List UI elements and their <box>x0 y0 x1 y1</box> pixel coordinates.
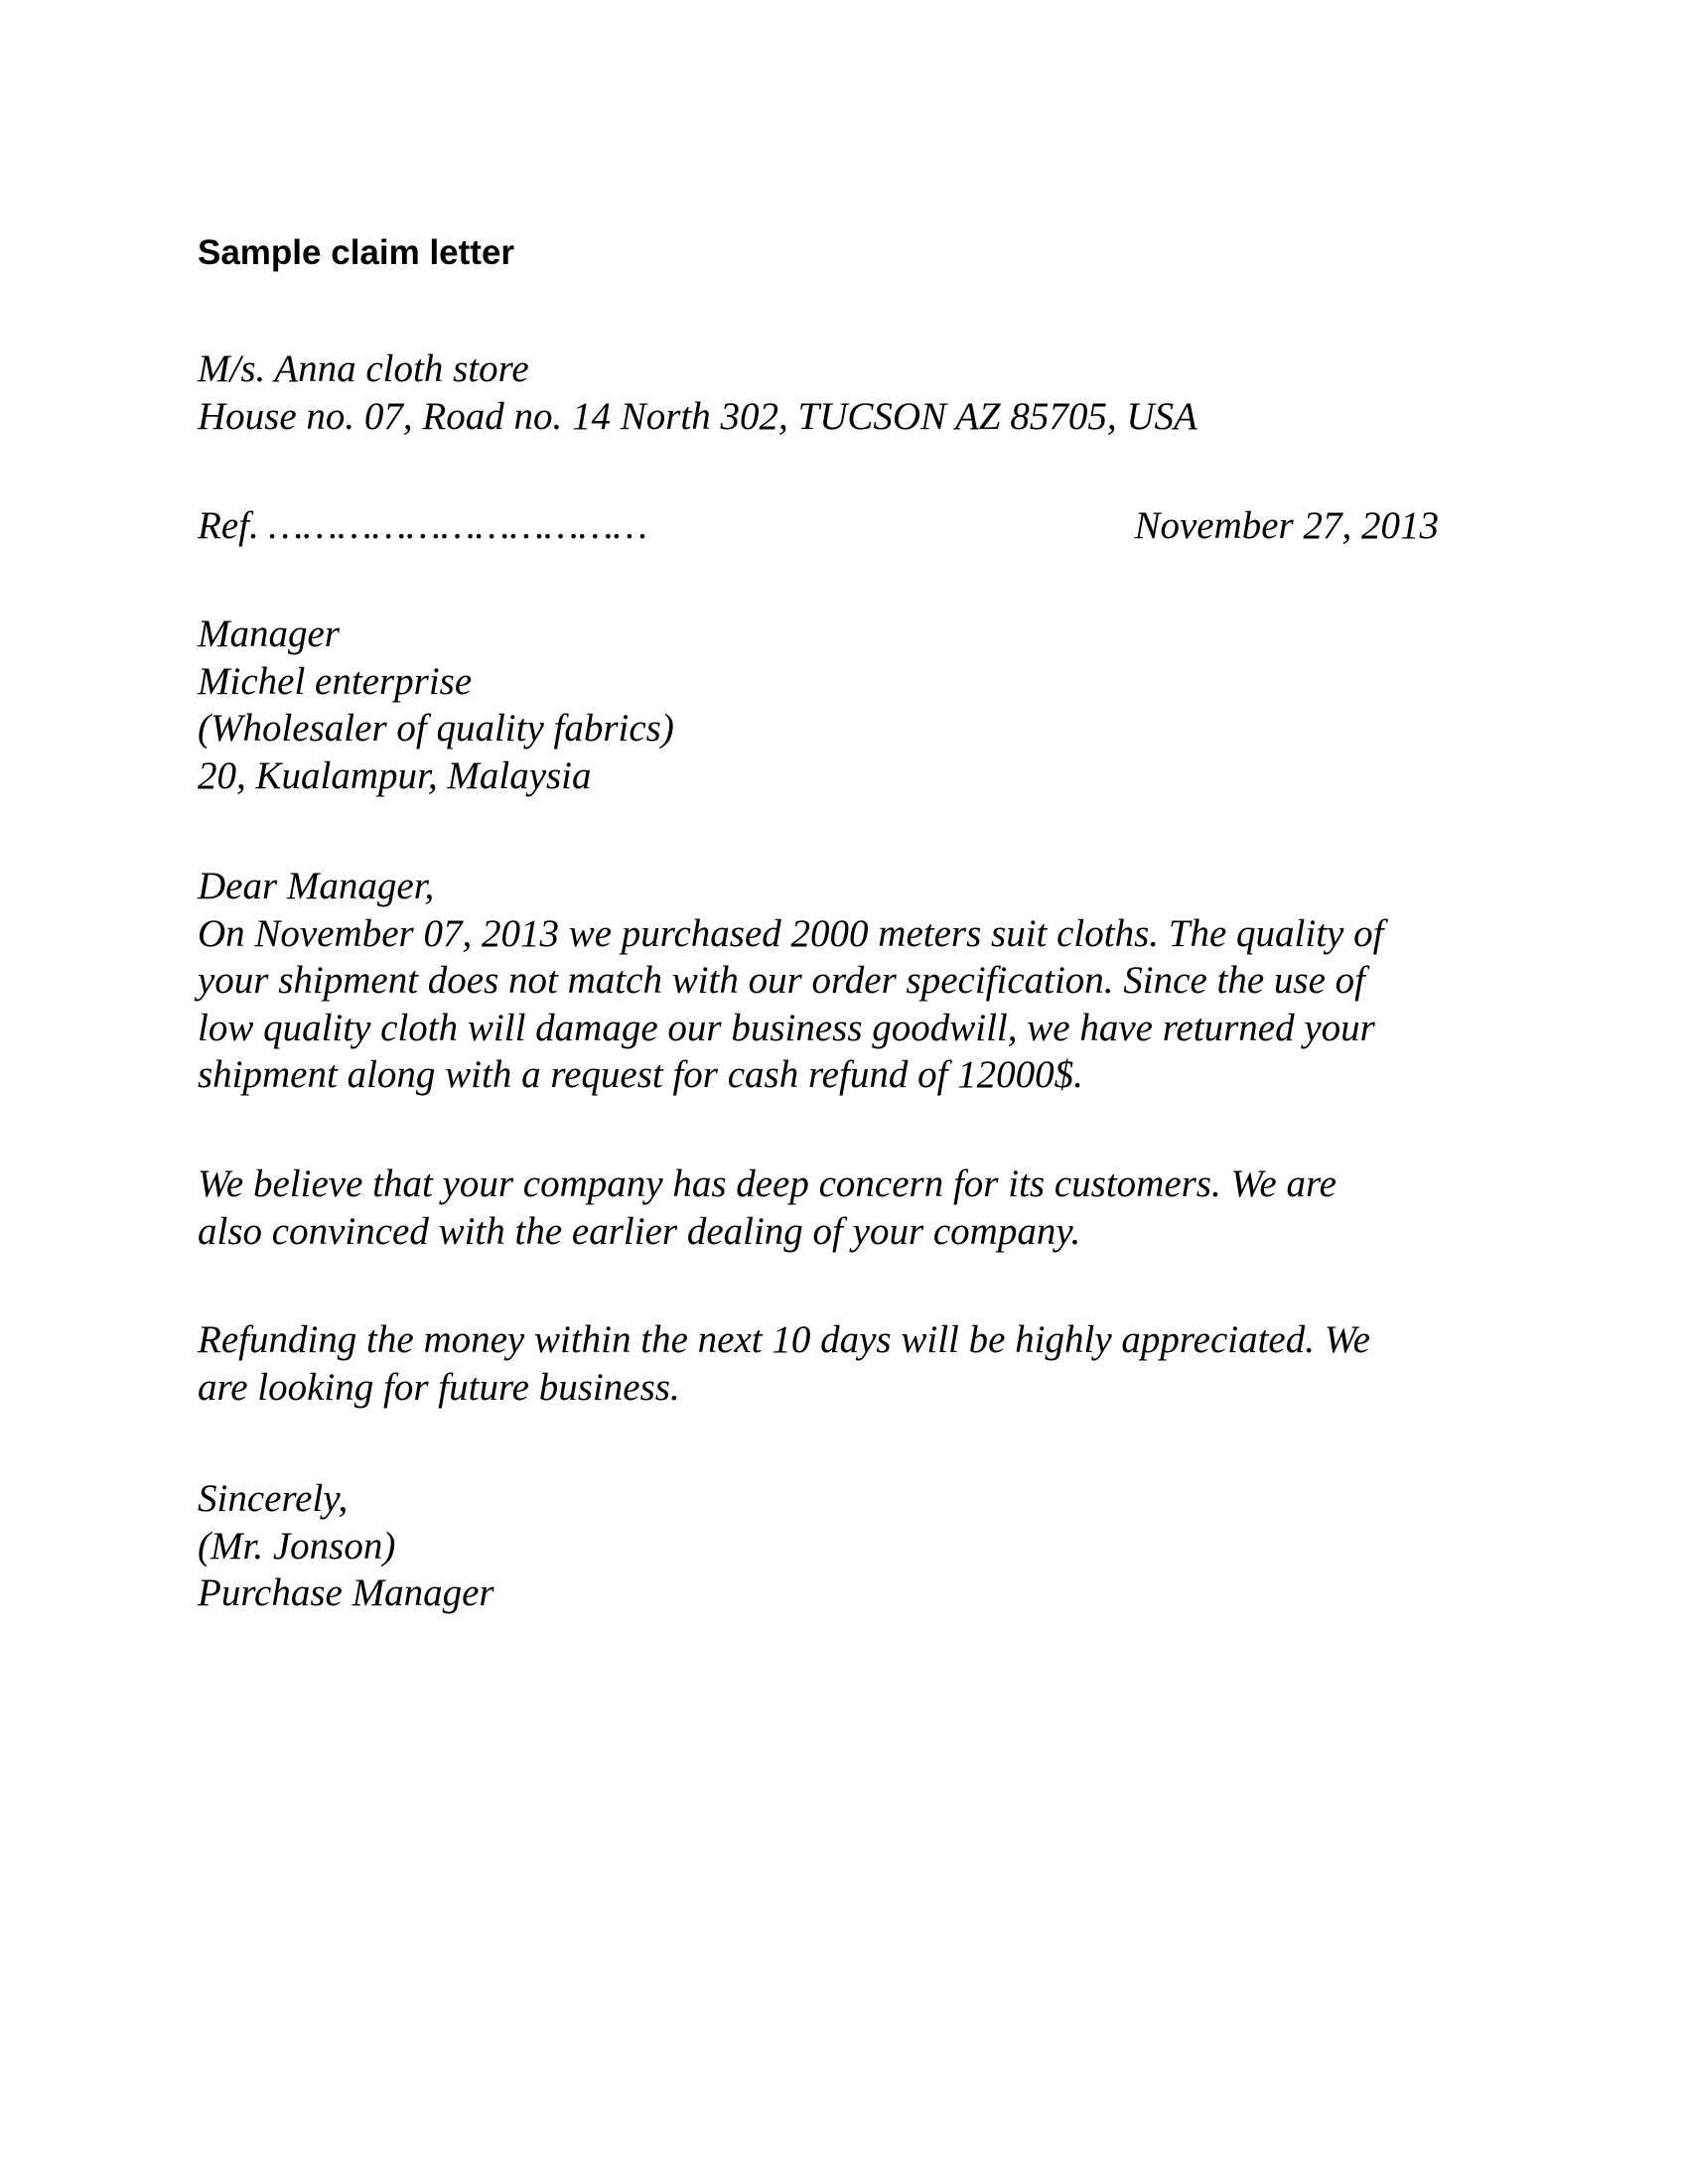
reference-label: Ref. …………………………… <box>198 504 647 547</box>
valediction: Sincerely, <box>198 1477 349 1520</box>
paragraph-2 <box>198 1160 1488 1255</box>
letter-title: Sample claim letter <box>198 233 515 272</box>
closing-block <box>198 1475 1488 1617</box>
recipient-company: Michel enterprise <box>198 659 473 703</box>
paragraph-3 <box>198 1316 1488 1411</box>
sender-block <box>198 345 1488 440</box>
recipient-description: (Wholesaler of quality fabrics) <box>198 707 674 750</box>
salutation: Dear Manager, <box>198 865 435 907</box>
paragraph-1-line: your shipment does not match with our order specification. Since the use of <box>198 959 1365 1002</box>
paragraph-1-line: On November 07, 2013 we purchased 2000 meters suit cloths. The quality of <box>198 911 1384 955</box>
paragraph-2-line: We believe that your company has deep concern for its customers. We are <box>198 1162 1336 1205</box>
paragraph-3-line: are looking for future business. <box>198 1365 680 1409</box>
paragraph-3-line: Refunding the money within the next 10 days will be highly appreciated. We <box>198 1318 1370 1361</box>
reference-row <box>198 502 1439 550</box>
paragraph-1-line: low quality cloth will damage our business goodwill, we have returned your <box>198 1006 1375 1049</box>
signatory-position: Purchase Manager <box>198 1571 494 1614</box>
sender-address: House no. 07, Road no. 14 North 302, TUCSON AZ 85705, USA <box>198 394 1197 438</box>
paragraph-2-line: also convinced with the earlier dealing of your company. <box>198 1209 1081 1253</box>
recipient-block <box>198 611 1488 799</box>
salutation-and-first-paragraph <box>198 863 1488 1099</box>
recipient-title: Manager <box>198 613 340 655</box>
sender-name: M/s. Anna cloth store <box>198 347 529 390</box>
paragraph-1-line: shipment along with a request for cash refund of 12000$. <box>198 1053 1083 1096</box>
letter-date: November 27, 2013 <box>1134 504 1439 547</box>
signatory-name: (Mr. Jonson) <box>198 1524 396 1568</box>
recipient-address: 20, Kualampur, Malaysia <box>198 753 592 797</box>
